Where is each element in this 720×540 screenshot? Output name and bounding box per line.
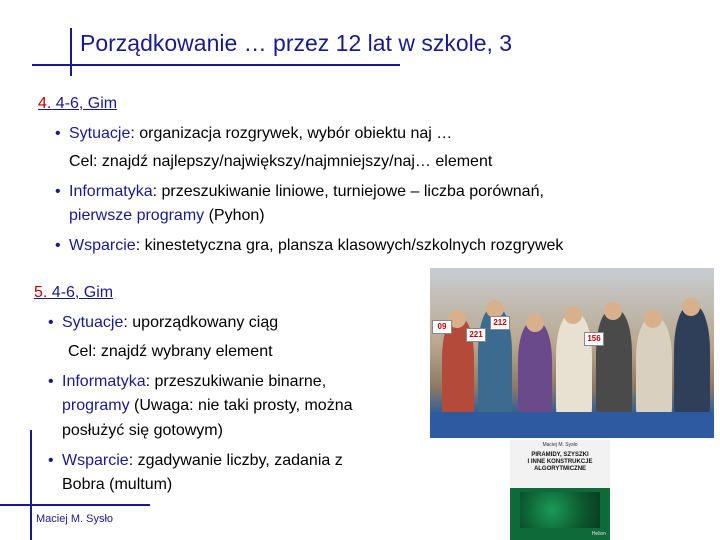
book-publisher: Helion bbox=[591, 531, 606, 537]
item-text: : zgadywanie liczby, zadania z bbox=[128, 452, 343, 469]
photo-person bbox=[596, 310, 632, 418]
section-grade: 4-6, Gim bbox=[47, 284, 114, 301]
photo-person bbox=[636, 318, 672, 418]
list-item-continuation bbox=[62, 397, 352, 415]
item-text: : kinestetyczna gra, plansza klasowych/szkolnych rozgrywek bbox=[135, 237, 564, 254]
bullet-icon: • bbox=[48, 452, 54, 469]
photo-head bbox=[564, 306, 582, 324]
item-text: Bobra (multum) bbox=[62, 476, 173, 493]
item-text: (Uwaga: nie taki prosty, można bbox=[129, 397, 353, 414]
book-cover-art bbox=[520, 492, 600, 528]
list-item-continuation bbox=[69, 207, 265, 225]
list-item-continuation bbox=[62, 422, 223, 440]
book-cover bbox=[510, 440, 610, 540]
section-grade: 4-6, Gim bbox=[51, 95, 118, 112]
item-text: Cel: znajdź wybrany element bbox=[68, 343, 273, 360]
list-item bbox=[48, 452, 343, 470]
photo-head bbox=[526, 314, 544, 332]
photo-floor bbox=[430, 412, 714, 438]
section-number: 5. bbox=[34, 284, 48, 301]
section-4-heading bbox=[38, 95, 117, 113]
number-card: 221 bbox=[466, 328, 486, 342]
list-item-continuation bbox=[69, 153, 492, 171]
photo-person bbox=[556, 314, 592, 418]
number-card: 09 bbox=[432, 320, 452, 334]
item-text: : przeszukiwanie binarne, bbox=[145, 373, 327, 390]
keyword: pierwsze programy bbox=[69, 207, 205, 224]
keyword: Sytuacje bbox=[69, 125, 131, 142]
book-title: PIRAMIDY, SZYSZKI I INNE KONSTRUKCJE ALGORYTMICZNE bbox=[527, 452, 593, 472]
section-5-heading bbox=[34, 284, 113, 302]
list-item bbox=[55, 183, 544, 201]
item-text: posłużyć się gotowym) bbox=[62, 422, 223, 439]
left-vertical-rule bbox=[30, 430, 32, 540]
title-vertical-rule bbox=[70, 28, 72, 76]
item-text: : przeszukiwanie liniowe, turniejowe – liczba porównań, bbox=[152, 183, 544, 200]
keyword: programy bbox=[62, 397, 130, 414]
bottom-underline bbox=[0, 504, 150, 506]
bullet-icon: • bbox=[48, 314, 54, 331]
list-item bbox=[55, 125, 452, 143]
title-underline bbox=[32, 64, 400, 66]
bullet-icon: • bbox=[55, 237, 61, 254]
photo-head bbox=[604, 302, 622, 320]
photo-head bbox=[644, 310, 662, 328]
item-text: (Pyhon) bbox=[204, 207, 265, 224]
list-item bbox=[55, 237, 563, 255]
game-photo bbox=[430, 268, 714, 438]
section-number: 4. bbox=[38, 95, 52, 112]
item-text: : organizacja rozgrywek, wybór obiektu naj … bbox=[130, 125, 453, 142]
photo-person bbox=[518, 322, 552, 418]
item-text: : uporządkowany ciąg bbox=[123, 314, 279, 331]
keyword: Wsparcie bbox=[62, 452, 129, 469]
list-item bbox=[48, 314, 278, 332]
item-text: Cel: znajdź najlepszy/największy/najmniejszy/naj… element bbox=[69, 153, 493, 170]
number-card: 156 bbox=[584, 332, 604, 346]
photo-person bbox=[674, 306, 710, 418]
keyword: Wsparcie bbox=[69, 237, 136, 254]
bullet-icon: • bbox=[48, 373, 54, 390]
keyword: Informatyka bbox=[69, 183, 153, 200]
list-item-continuation bbox=[62, 476, 172, 494]
author-footer: Maciej M. Sysło bbox=[36, 513, 114, 525]
bullet-icon: • bbox=[55, 125, 61, 142]
list-item bbox=[48, 373, 326, 391]
keyword: Sytuacje bbox=[62, 314, 124, 331]
number-card: 212 bbox=[490, 316, 510, 330]
page-title: Porządkowanie … przez 12 lat w szkole, 3 bbox=[80, 30, 513, 56]
bullet-icon: • bbox=[55, 183, 61, 200]
keyword: Informatyka bbox=[62, 373, 146, 390]
book-author: Maciej M. Sysło bbox=[542, 442, 578, 448]
list-item-continuation bbox=[68, 343, 273, 361]
photo-head bbox=[682, 298, 700, 316]
